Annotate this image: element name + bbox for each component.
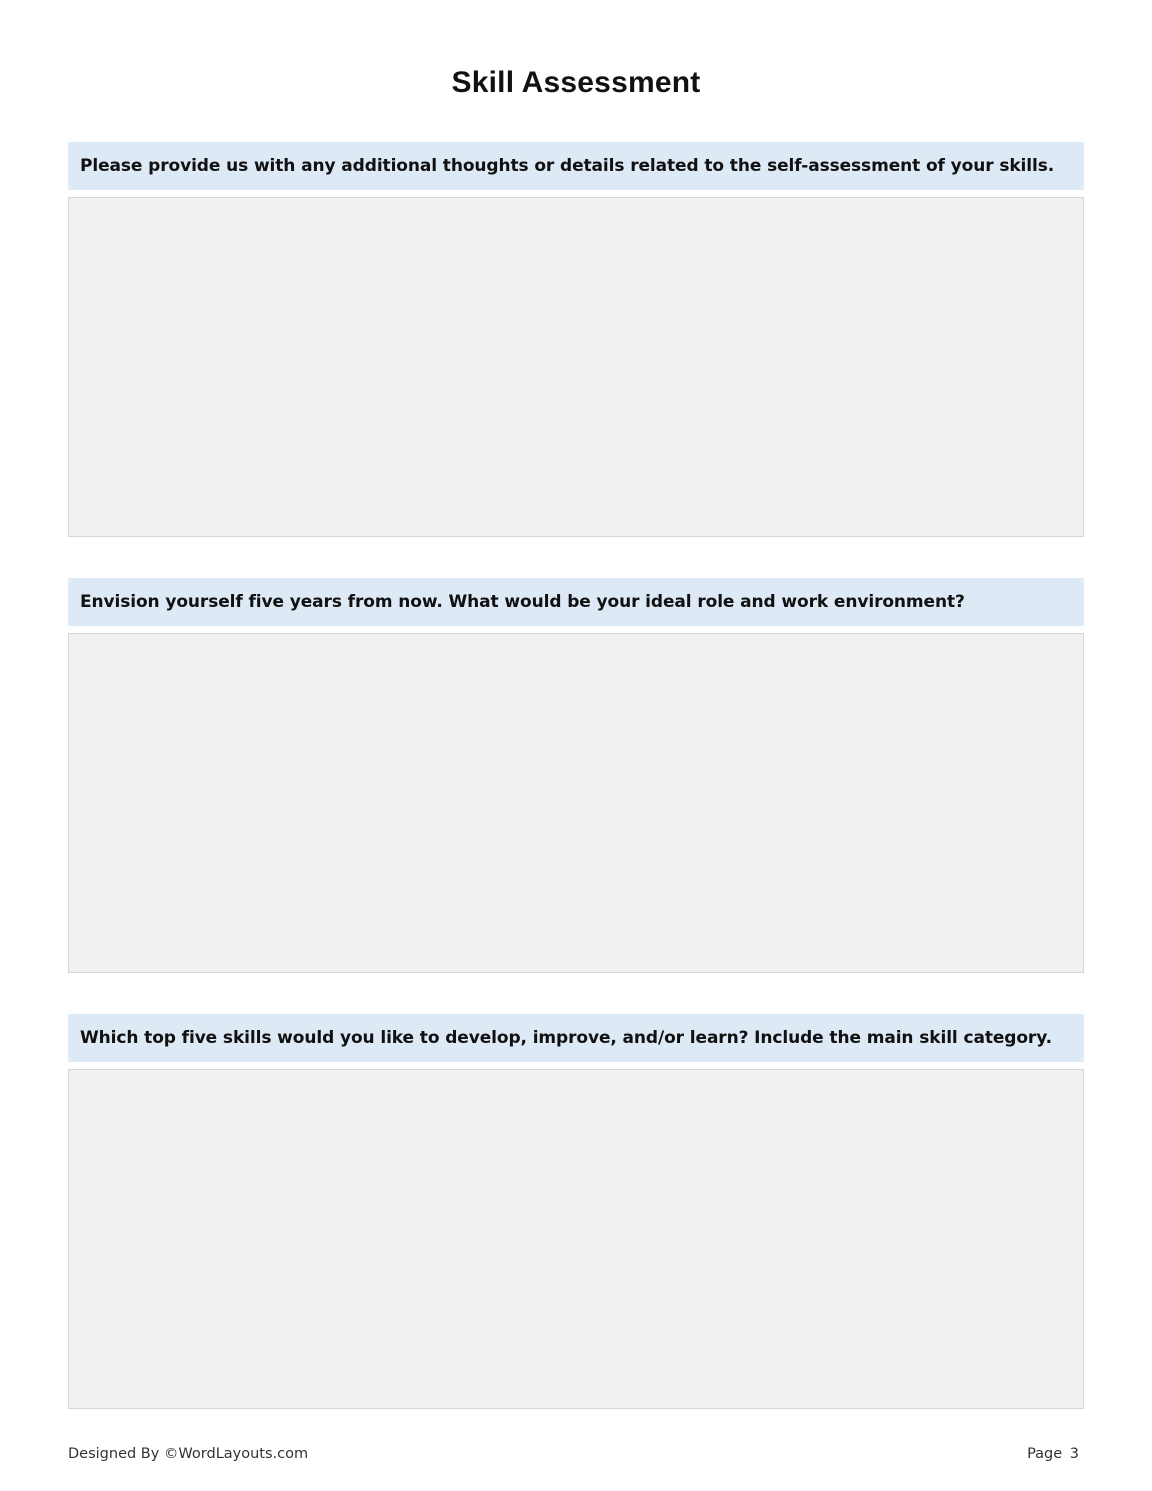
question-section-1 (68, 142, 1084, 537)
answer-field[interactable] (68, 1069, 1084, 1409)
question-header (68, 142, 1084, 190)
footer-credit: Designed By ©WordLayouts.com (68, 1446, 309, 1462)
page-title: Skill Assessment (451, 66, 701, 99)
answer-field[interactable] (68, 633, 1084, 973)
question-header (68, 578, 1084, 626)
question-text: Please provide us with any additional thoughts or details related to the self-assessment of your skills. (80, 156, 1055, 176)
answer-field[interactable] (68, 197, 1084, 537)
question-section-2 (68, 578, 1084, 973)
question-text: Envision yourself five years from now. What would be your ideal role and work environment? (80, 592, 965, 612)
question-text: Which top five skills would you like to develop, improve, and/or learn? Include the main skill category. (80, 1028, 1052, 1048)
question-header (68, 1014, 1084, 1062)
page-number: Page 3 (1027, 1446, 1079, 1462)
question-section-3 (68, 1014, 1084, 1409)
